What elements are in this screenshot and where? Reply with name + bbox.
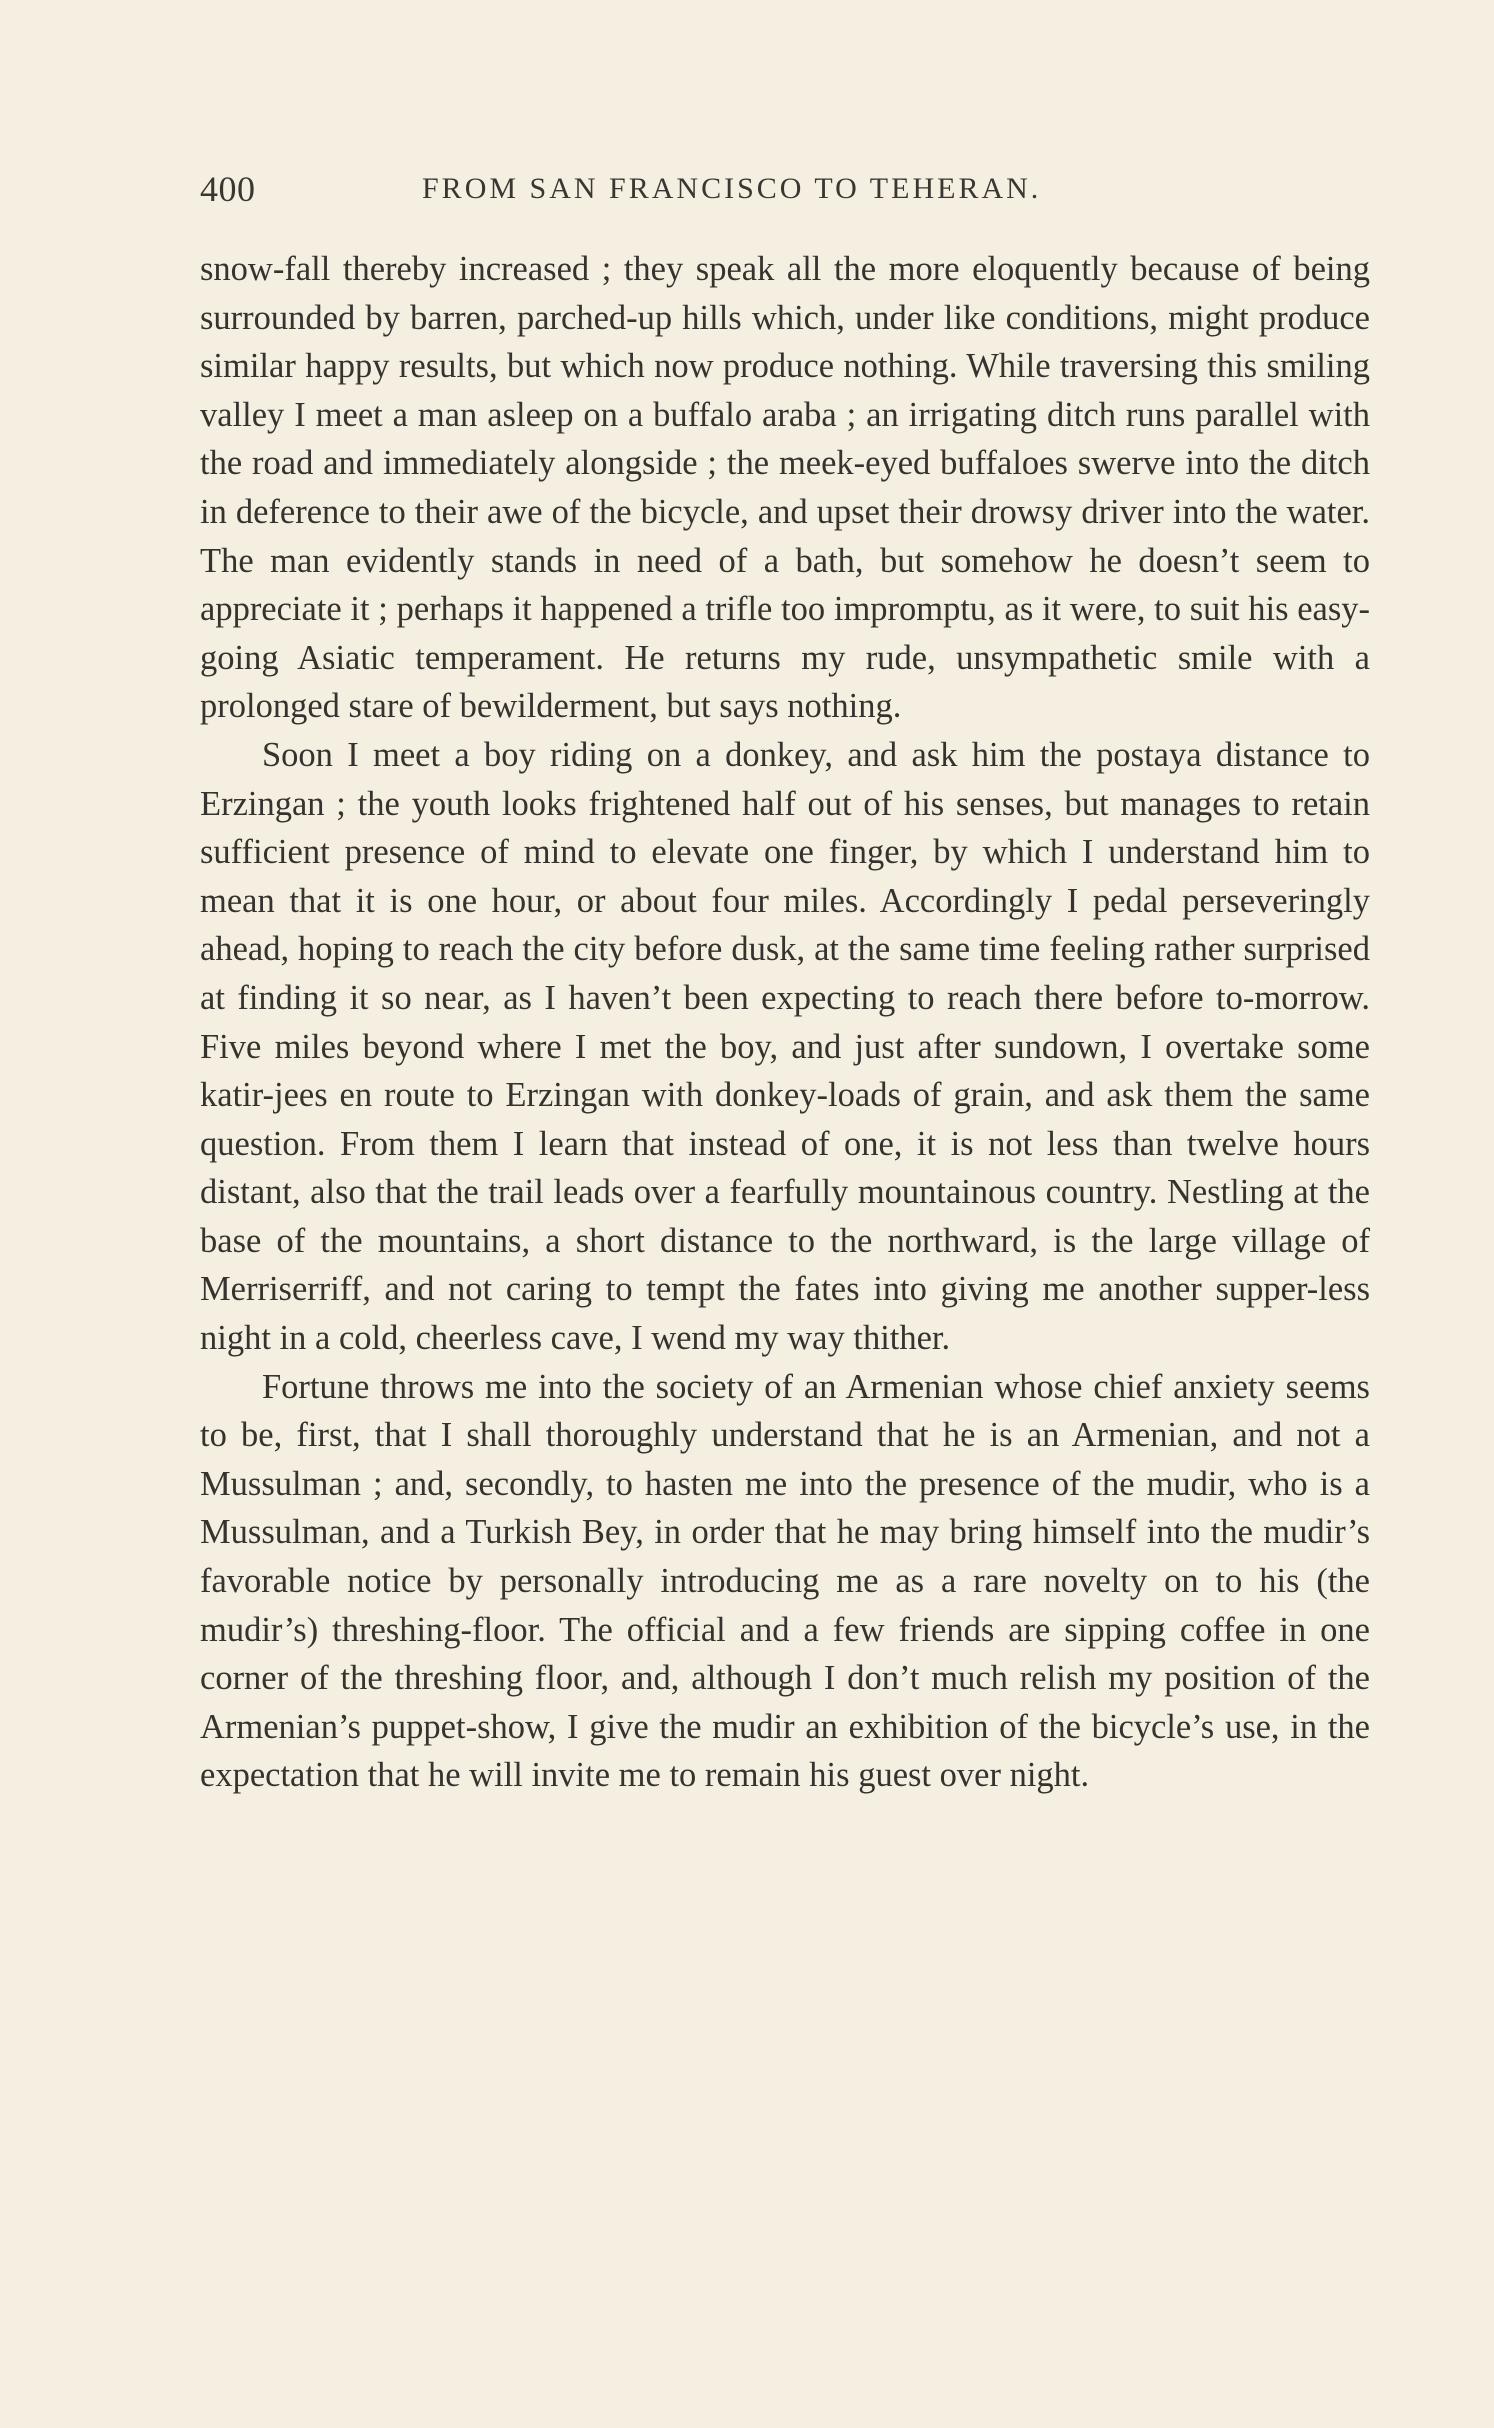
paragraph-3: Fortune throws me into the society of an Armenian whose chief anxiety seems to be, first, that I shall thoroughly understand that he is an Armenian, and not a Mussulman ; and, secondly, to hasten me into the presence of the mudir, who is a Mussulman, and a Turkish Bey, in order that he may bring himself into the mudir’s favorable notice by personally introducing me as a rare novelty on to his (the mudir’s) threshing-floor. The official and a few friends are sipping coffee in one corner of the threshing floor, and, although I don’t much relish my position of the Armenian’s puppet-show, I give the mudir an exhibition of the bicycle’s use, in the expectation that he will invite me to remain his guest over night.	[200, 1367, 1370, 1795]
paragraph-2: Soon I meet a boy riding on a donkey, and ask him the postaya distance to Erzingan ; the youth looks frightened half out of his senses, but manages to retain sufficient presence of mind to elevate one finger, by which I understand him to mean that it is one hour, or about four miles. Accordingly I pedal perseveringly ahead, hoping to reach the city before dusk, at the same time feeling rather surprised at finding it so near, as I haven’t been expecting to reach there before to-morrow. Five miles beyond where I met the boy, and just after sundown, I overtake some katir-jees en route to Erzingan with donkey-loads of grain, and ask them the same question. From them I learn that instead of one, it is not less than twelve hours distant, also that the trail leads over a fearfully mountainous country. Nestling at the base of the mountains, a short distance to the northward, is the large village of Merriserriff, and not caring to tempt the fates into giving me another supper-less night in a cold, cheerless cave, I wend my way thither.	[200, 735, 1370, 1358]
page-number: 400	[200, 169, 256, 209]
running-head: FROM SAN FRANCISCO TO TEHERAN.	[422, 172, 1042, 205]
body-text	[200, 245, 1370, 1800]
page-header	[200, 168, 1370, 216]
paragraph-1: snow-fall thereby increased ; they speak all the more eloquently because of being surrounded by barren, parched-up hills which, under like conditions, might produce similar happy results, but which now produce nothing. While traversing this smiling valley I meet a man asleep on a buffalo araba ; an irrigating ditch runs parallel with the road and immediately alongside ; the meek-eyed buffaloes swerve into the ditch in deference to their awe of the bicycle, and upset their drowsy driver into the water. The man evidently stands in need of a bath, but somehow he doesn’t seem to appreciate it ; perhaps it happened a trifle too impromptu, as it were, to suit his easy-going Asiatic temperament. He returns my rude, unsympathetic smile with a prolonged stare of bewilderment, but says nothing.	[200, 250, 1370, 726]
